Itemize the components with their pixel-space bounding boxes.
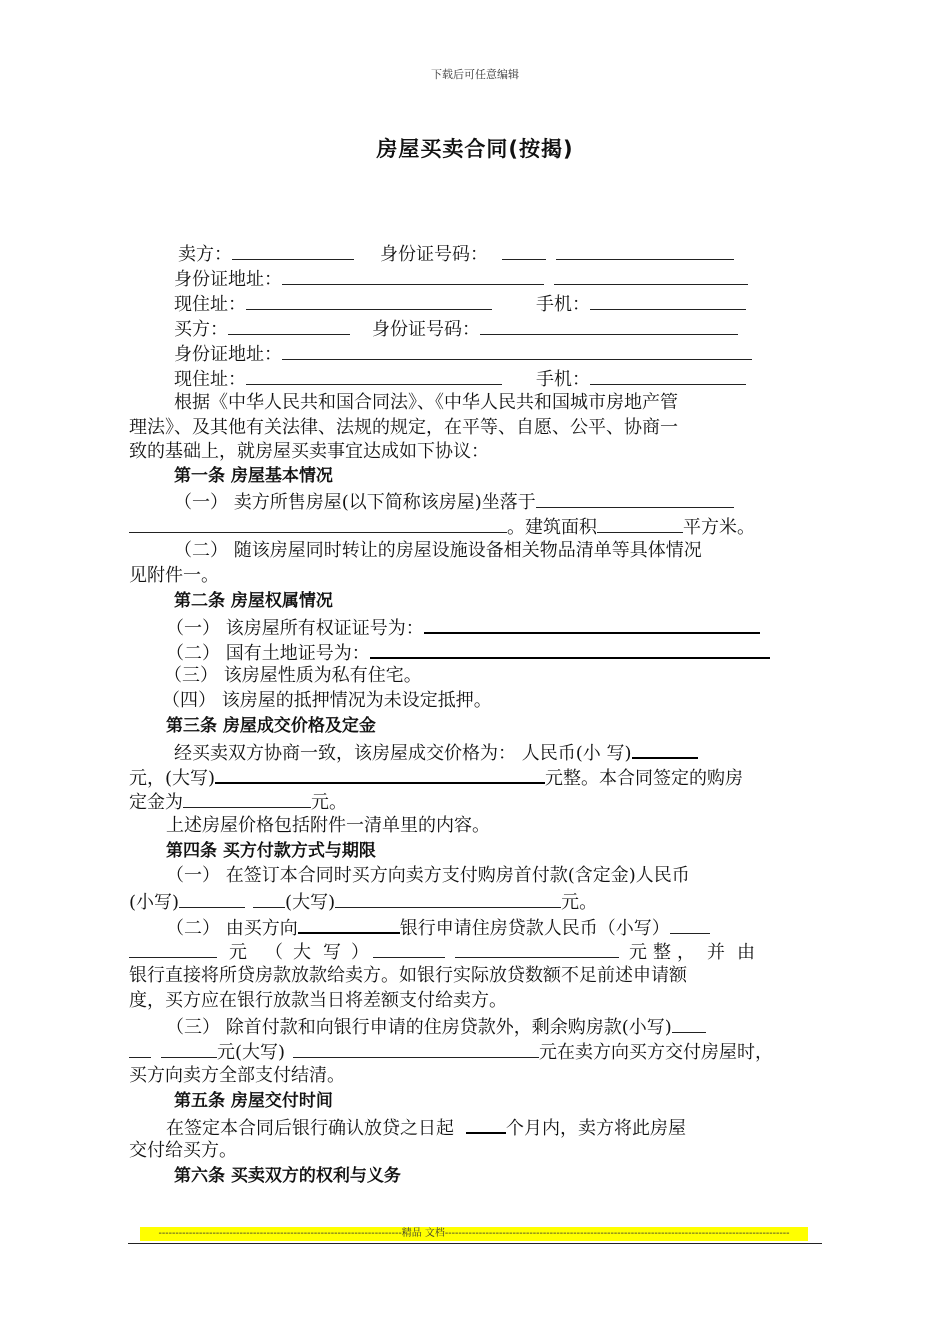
article-4-item-2-line-4: 度，买方应在银行放款当日将差额支付给卖方。 <box>129 990 507 1011</box>
article-4-item-2-cont <box>129 940 823 964</box>
footer-dashes-left: ------------------------------------------------------------------------ <box>158 1228 402 1239</box>
buyer-id-address-line <box>174 342 752 366</box>
loan-amount-label: 银行申请住房贷款人民币（小写） <box>399 918 670 939</box>
seller-id-address-line <box>174 267 748 291</box>
seller-id-field-a[interactable] <box>502 242 546 260</box>
property-location-field-2[interactable] <box>129 515 507 533</box>
price-small-field[interactable] <box>632 740 698 759</box>
article-5-heading: 第五条 房屋交付时间 <box>174 1091 333 1111</box>
article-4-item-2-line-3: 银行直接将所贷房款放款给卖方。如银行实际放贷数额不足前述申请额 <box>129 965 687 986</box>
footer-dashes-right: ------------------------------------------------------------------------------------------------------ <box>444 1228 790 1239</box>
article-4-item-3-cont <box>129 1040 773 1064</box>
article-1-item-2-cont: 见附件一。 <box>129 565 219 586</box>
article-3-line-4: 上述房屋价格包括附件一清单里的内容。 <box>166 815 490 836</box>
buyer-id-address-field[interactable] <box>282 342 752 360</box>
down-payment-unit: 元。 <box>561 892 598 913</box>
seller-label: 卖方： <box>178 244 232 265</box>
price-tail-text: 元整。本合同签定的购房 <box>545 768 744 789</box>
article-2-item-3: （三） 该房屋性质为私有住宅。 <box>164 665 422 686</box>
article-3-line-2 <box>129 765 743 790</box>
loan-capital-field-2[interactable] <box>455 940 619 958</box>
article-4-item-3-line-3: 买方向卖方全部支付结清。 <box>129 1065 345 1086</box>
loan-and-char: 并 <box>707 942 725 963</box>
loan-whole-char: 整 <box>653 942 671 963</box>
article-2-item-2 <box>166 640 770 665</box>
seller-id-address-field-b[interactable] <box>554 267 748 285</box>
article-6-heading: 第六条 买卖双方的权利与义务 <box>174 1166 401 1186</box>
seller-mobile-label: 手机： <box>536 294 590 315</box>
delivery-months-field[interactable] <box>466 1115 506 1134</box>
land-cert-field[interactable] <box>370 640 770 659</box>
buyer-id-label: 身份证号码： <box>372 319 480 340</box>
article-1-heading: 第一条 房屋基本情况 <box>174 466 333 486</box>
article-4-item-1: （一） 在签订本合同时买方向卖方支付购房首付款(含定金)人民币 <box>166 865 690 886</box>
article-3-line-1 <box>174 740 698 765</box>
buyer-mobile-field[interactable] <box>590 367 746 385</box>
preamble-line-1: 根据《中华人民共和国合同法》、《中华人民共和国城市房地产管 <box>174 392 678 413</box>
remaining-small-field-2[interactable] <box>129 1040 151 1058</box>
ownership-cert-label: （一） 该房屋所有权证证号为： <box>166 618 424 639</box>
loan-capital-char-1: 大 <box>293 942 311 963</box>
buyer-address-line <box>174 367 746 391</box>
loan-capital-char-2: 写 <box>323 942 341 963</box>
loan-unit-1: 元 <box>229 942 247 963</box>
article-2-item-4: （四） 该房屋的抵押情况为未设定抵押。 <box>162 690 492 711</box>
article-4-item-3 <box>166 1015 706 1039</box>
seller-address-field[interactable] <box>246 292 492 310</box>
buyer-line <box>174 317 738 341</box>
price-text: 经买卖双方协商一致，该房屋成交价格为： 人民币(小 写) <box>174 743 632 764</box>
loan-paren-open: （ <box>265 942 283 963</box>
buyer-id-field[interactable] <box>480 317 738 335</box>
seller-name-field[interactable] <box>232 242 354 260</box>
floor-area-unit: 平方米。 <box>683 517 755 538</box>
buyer-mobile-label: 手机： <box>536 369 590 390</box>
down-payment-capital-field[interactable] <box>335 890 561 908</box>
remaining-tail-text: 元在卖方向买方交付房屋时， <box>539 1042 774 1063</box>
down-payment-small-field-2[interactable] <box>253 890 285 908</box>
header-note: 下载后可任意编辑 <box>431 68 519 81</box>
article-1-item-1-cont <box>129 515 755 539</box>
deposit-unit: 元。 <box>311 792 347 813</box>
article-1-item-2: （二） 随该房屋同时转让的房屋设施设备相关物品清单等具体情况 <box>174 540 702 561</box>
loan-bank-field[interactable] <box>298 915 400 934</box>
seller-id-address-label: 身份证地址： <box>174 269 282 290</box>
seller-line <box>178 242 734 266</box>
ownership-cert-field[interactable] <box>424 615 760 634</box>
footer-banner <box>140 1227 808 1241</box>
footer-rule <box>128 1243 822 1244</box>
down-payment-small-label: (小写) <box>129 892 180 913</box>
seller-id-label: 身份证号码： <box>380 244 488 265</box>
land-cert-label: （二） 国有土地证号为： <box>166 643 370 664</box>
article-4-item-2 <box>166 915 710 940</box>
down-payment-capital-label: (大写) <box>285 892 336 913</box>
remaining-payment-text: （三） 除首付款和向银行申请的住房贷款外，剩余购房款(小写) <box>166 1017 672 1038</box>
article-1-item-1-text: （一） 卖方所售房屋(以下简称该房屋)坐落于 <box>174 492 536 513</box>
article-1-item-1 <box>174 490 734 514</box>
loan-bank-label: （二） 由买方向 <box>166 918 298 939</box>
property-location-field[interactable] <box>536 490 734 508</box>
buyer-name-field[interactable] <box>228 317 350 335</box>
price-capital-label: 元，(大写) <box>129 768 216 789</box>
preamble-line-2: 理法》、及其他有关法律、法规的规定，在平等、自愿、公平、协商一 <box>129 417 678 438</box>
buyer-label: 买方： <box>174 319 228 340</box>
deposit-label: 定金为 <box>129 792 183 813</box>
buyer-id-address-label: 身份证地址： <box>174 344 282 365</box>
loan-small-field[interactable] <box>670 916 710 934</box>
article-4-heading: 第四条 买方付款方式与期限 <box>166 841 376 861</box>
article-3-heading: 第三条 房屋成交价格及定金 <box>166 716 376 736</box>
price-capital-field[interactable] <box>215 765 545 784</box>
seller-mobile-field[interactable] <box>590 292 746 310</box>
remaining-capital-label: 元(大写) <box>217 1042 286 1063</box>
seller-id-field-b[interactable] <box>556 242 734 260</box>
buyer-address-label: 现住址： <box>174 369 246 390</box>
page-title: 房屋买卖合同(按揭) <box>376 137 574 161</box>
article-2-heading: 第二条 房屋权属情况 <box>174 591 333 611</box>
footer-label: 精品 文档 <box>401 1228 445 1239</box>
loan-by-char: 由 <box>737 942 755 963</box>
delivery-text: 在签定本合同后银行确认放贷之日起 <box>166 1118 454 1139</box>
floor-area-label: 。建筑面积 <box>507 517 597 538</box>
down-payment-small-field[interactable] <box>179 890 245 908</box>
seller-address-label: 现住址： <box>174 294 246 315</box>
delivery-tail-text: 个月内，卖方将此房屋 <box>506 1118 686 1139</box>
article-2-item-1 <box>166 615 760 640</box>
seller-id-address-field-a[interactable] <box>282 267 544 285</box>
loan-unit-2: 元 <box>629 942 647 963</box>
loan-paren-close: ） <box>351 942 369 963</box>
floor-area-field[interactable] <box>597 515 683 533</box>
remaining-small-field[interactable] <box>672 1015 706 1033</box>
article-5-line-2: 交付给买方。 <box>129 1140 237 1161</box>
article-5-line-1 <box>166 1115 686 1140</box>
seller-address-line <box>174 292 746 316</box>
article-4-item-1-cont <box>129 890 597 914</box>
buyer-address-field[interactable] <box>246 367 502 385</box>
preamble-line-3: 致的基础上，就房屋买卖事宜达成如下协议： <box>129 441 489 462</box>
remaining-small-field-3[interactable] <box>161 1040 217 1058</box>
deposit-field[interactable] <box>183 790 311 808</box>
remaining-capital-field[interactable] <box>293 1040 539 1058</box>
loan-capital-field-1[interactable] <box>373 940 445 958</box>
loan-comma: ， <box>677 942 695 963</box>
loan-small-field-2[interactable] <box>129 940 217 958</box>
article-3-line-3 <box>129 790 347 814</box>
